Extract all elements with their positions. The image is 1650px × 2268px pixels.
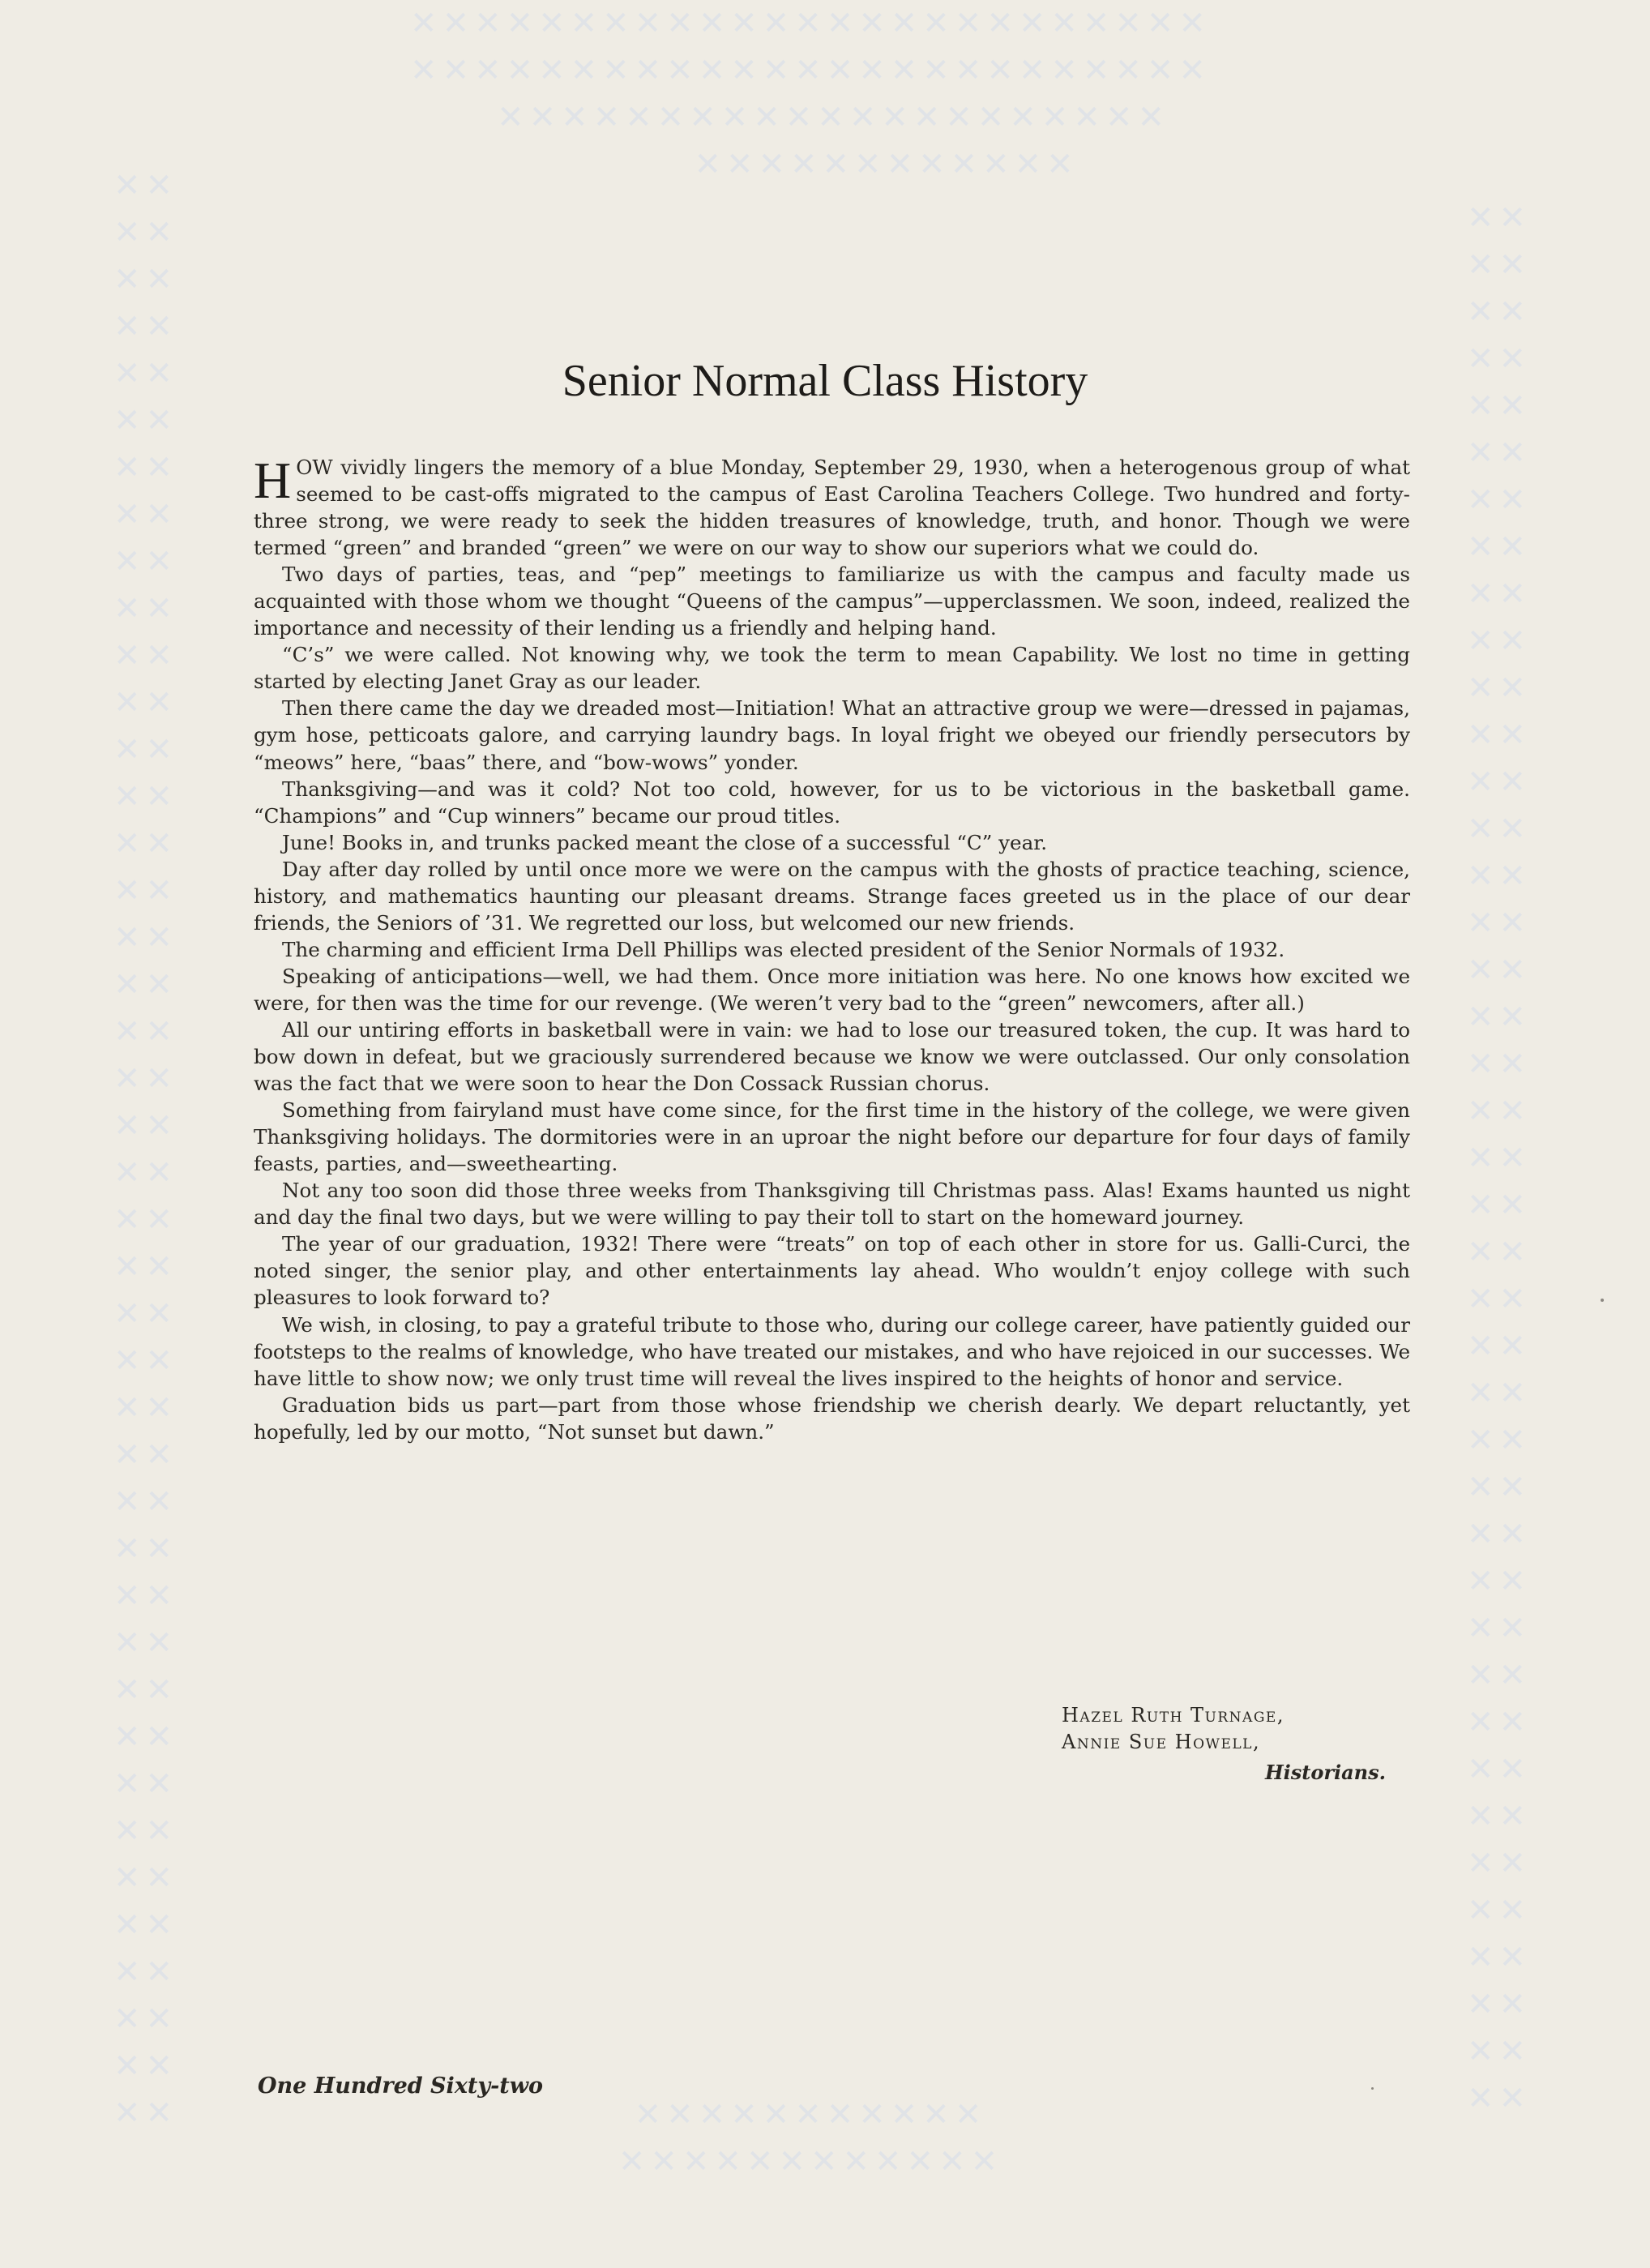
- paragraph: The year of our graduation, 1932! There were “treats” on top of each other in store for us. Galli-Curci, the noted singer, the senior play, and other entertainments lay ahead. Who wouldn’t enjoy college with such pleasures to look forward to?: [254, 1232, 1410, 1310]
- paragraph: Two days of parties, teas, and “pep” meetings to familiarize us with the campus and faculty made us acquainted with those whom we thought “Queens of the campus”—upperclassmen. We soon, indeed, realized the importance and necessity of their lending us a friendly and helping hand.: [254, 563, 1410, 640]
- paragraph: Not any too soon did those three weeks from Thanksgiving till Christmas pass. Alas! Exams haunted us night and day the final two days, but we were willing to pay their toll to start on the homeward journey.: [254, 1179, 1410, 1230]
- paragraph: Day after day rolled by until once more we were on the campus with the ghosts of practice teaching, science, history, and mathematics haunting our pleasant dreams. Strange faces greeted us in the place of our dear friends, the Seniors of ’31. We regretted our loss, but welcomed our new friends.: [254, 857, 1410, 935]
- paragraph: We wish, in closing, to pay a grateful tribute to those who, during our college career, have patiently guided our footsteps to the realms of knowledge, who have treated our mistakes, and who have rejoiced in our successes. We have little to show now; we only trust time will reveal the lives inspired to the heights of honor and service.: [254, 1312, 1410, 1390]
- signature-block: [1062, 1702, 1402, 1786]
- speck-mark: [1601, 1299, 1604, 1302]
- decorative-border-bottom: ✕✕✕✕✕✕✕✕✕✕✕ ✕✕✕✕✕✕✕✕✕✕✕✕: [618, 2096, 1003, 2180]
- paragraph: HOW vividly lingers the memory of a blue Monday, September 29, 1930, when a heterogenous group of what seemed to be cast-offs migrated to the campus of East Carolina Teachers College. Two hundred and forty-three strong, we were ready to seek the hidden treasures of knowledge, truth, and honor. Though we were termed “green” and branded “green” we were on our way to show our superiors what we could do.: [254, 451, 1410, 560]
- decorative-border-right: ✕✕✕✕✕✕✕✕✕✕✕✕✕✕✕✕✕✕✕✕✕✕✕✕✕✕✕✕✕✕✕✕✕✕✕✕✕✕✕✕✕✕✕✕✕✕✕✕✕✕✕✕✕✕✕✕✕✕✕✕✕✕✕✕✕✕✕✕✕✕✕✕✕✕✕✕✕✕✕✕✕✕: [1467, 199, 1532, 2117]
- paragraph: Something from fairyland must have come since, for the first time in the history of the college, we were given Thanksgiving holidays. The dormitories were in an uproar the night before our departure for four days of family feasts, parties, and—sweethearting.: [254, 1098, 1410, 1176]
- page-title: Senior Normal Class History: [562, 356, 1088, 406]
- paragraph: The charming and efficient Irma Dell Phillips was elected president of the Senior Normals of 1932.: [282, 937, 1285, 961]
- page-number: One Hundred Sixty-two: [258, 2073, 544, 2099]
- decorative-border-left: ✕✕✕✕✕✕✕✕✕✕✕✕✕✕✕✕✕✕✕✕✕✕✕✕✕✕✕✕✕✕✕✕✕✕✕✕✕✕✕✕✕✕✕✕✕✕✕✕✕✕✕✕✕✕✕✕✕✕✕✕✕✕✕✕✕✕✕✕✕✕✕✕✕✕✕✕✕✕✕✕✕✕✕✕: [113, 167, 178, 2132]
- decorative-border-top: ✕✕✕✕✕✕✕✕✕✕✕✕✕✕✕✕✕✕✕✕✕✕✕✕✕ ✕✕✕✕✕✕✕✕✕✕✕✕✕✕✕✕✕✕✕✕✕✕✕✕✕ ✕✕✕✕✕✕✕✕✕✕✕✕✕✕✕✕✕✕✕✕✕ ✕✕✕✕✕✕✕✕✕✕✕✕: [410, 5, 1211, 183]
- paragraph: “C’s” we were called. Not knowing why, we took the term to mean Capability. We lost no time in getting started by electing Janet Gray as our leader.: [254, 643, 1410, 694]
- signature-role: Historians.: [1264, 1761, 1386, 1784]
- drop-cap: H: [254, 451, 292, 509]
- signature-name: Annie Sue Howell,: [1062, 1731, 1261, 1753]
- paragraph: Speaking of anticipations—well, we had them. Once more initiation was here. No one knows how excited we were, for then was the time for our revenge. (We weren’t very bad to the “green” newcomers, after all.): [254, 964, 1410, 1015]
- paragraph: All our untiring efforts in basketball were in vain: we had to lose our treasured token, the cup. It was hard to bow down in defeat, but we graciously surrendered because we know we were outclassed. Our only consolation was the fact that we were soon to hear the Don Cossack Russian chorus.: [254, 1017, 1410, 1096]
- paragraph: Thanksgiving—and was it cold? Not too cold, however, for us to be victorious in the basketball game. “Champions” and “Cup winners” became our proud titles.: [254, 777, 1410, 828]
- paragraph: Graduation bids us part—part from those whose friendship we cherish dearly. We depart reluctantly, yet hopefully, led by our motto, “Not sunset but dawn.”: [254, 1393, 1410, 1444]
- signature-name: Hazel Ruth Turnage,: [1062, 1704, 1285, 1727]
- speck-mark: [1371, 2087, 1374, 2090]
- paragraph: June! Books in, and trunks packed meant the close of a successful “C” year.: [282, 830, 1048, 854]
- paragraph: Then there came the day we dreaded most—Initiation! What an attractive group we were—dressed in pajamas, gym hose, petticoats galore, and carrying laundry bags. In loyal fright we obeyed our friendly persecutors by “meows” here, “baas” there, and “bow-wows” yonder.: [254, 696, 1410, 774]
- article-body: [254, 451, 1410, 1445]
